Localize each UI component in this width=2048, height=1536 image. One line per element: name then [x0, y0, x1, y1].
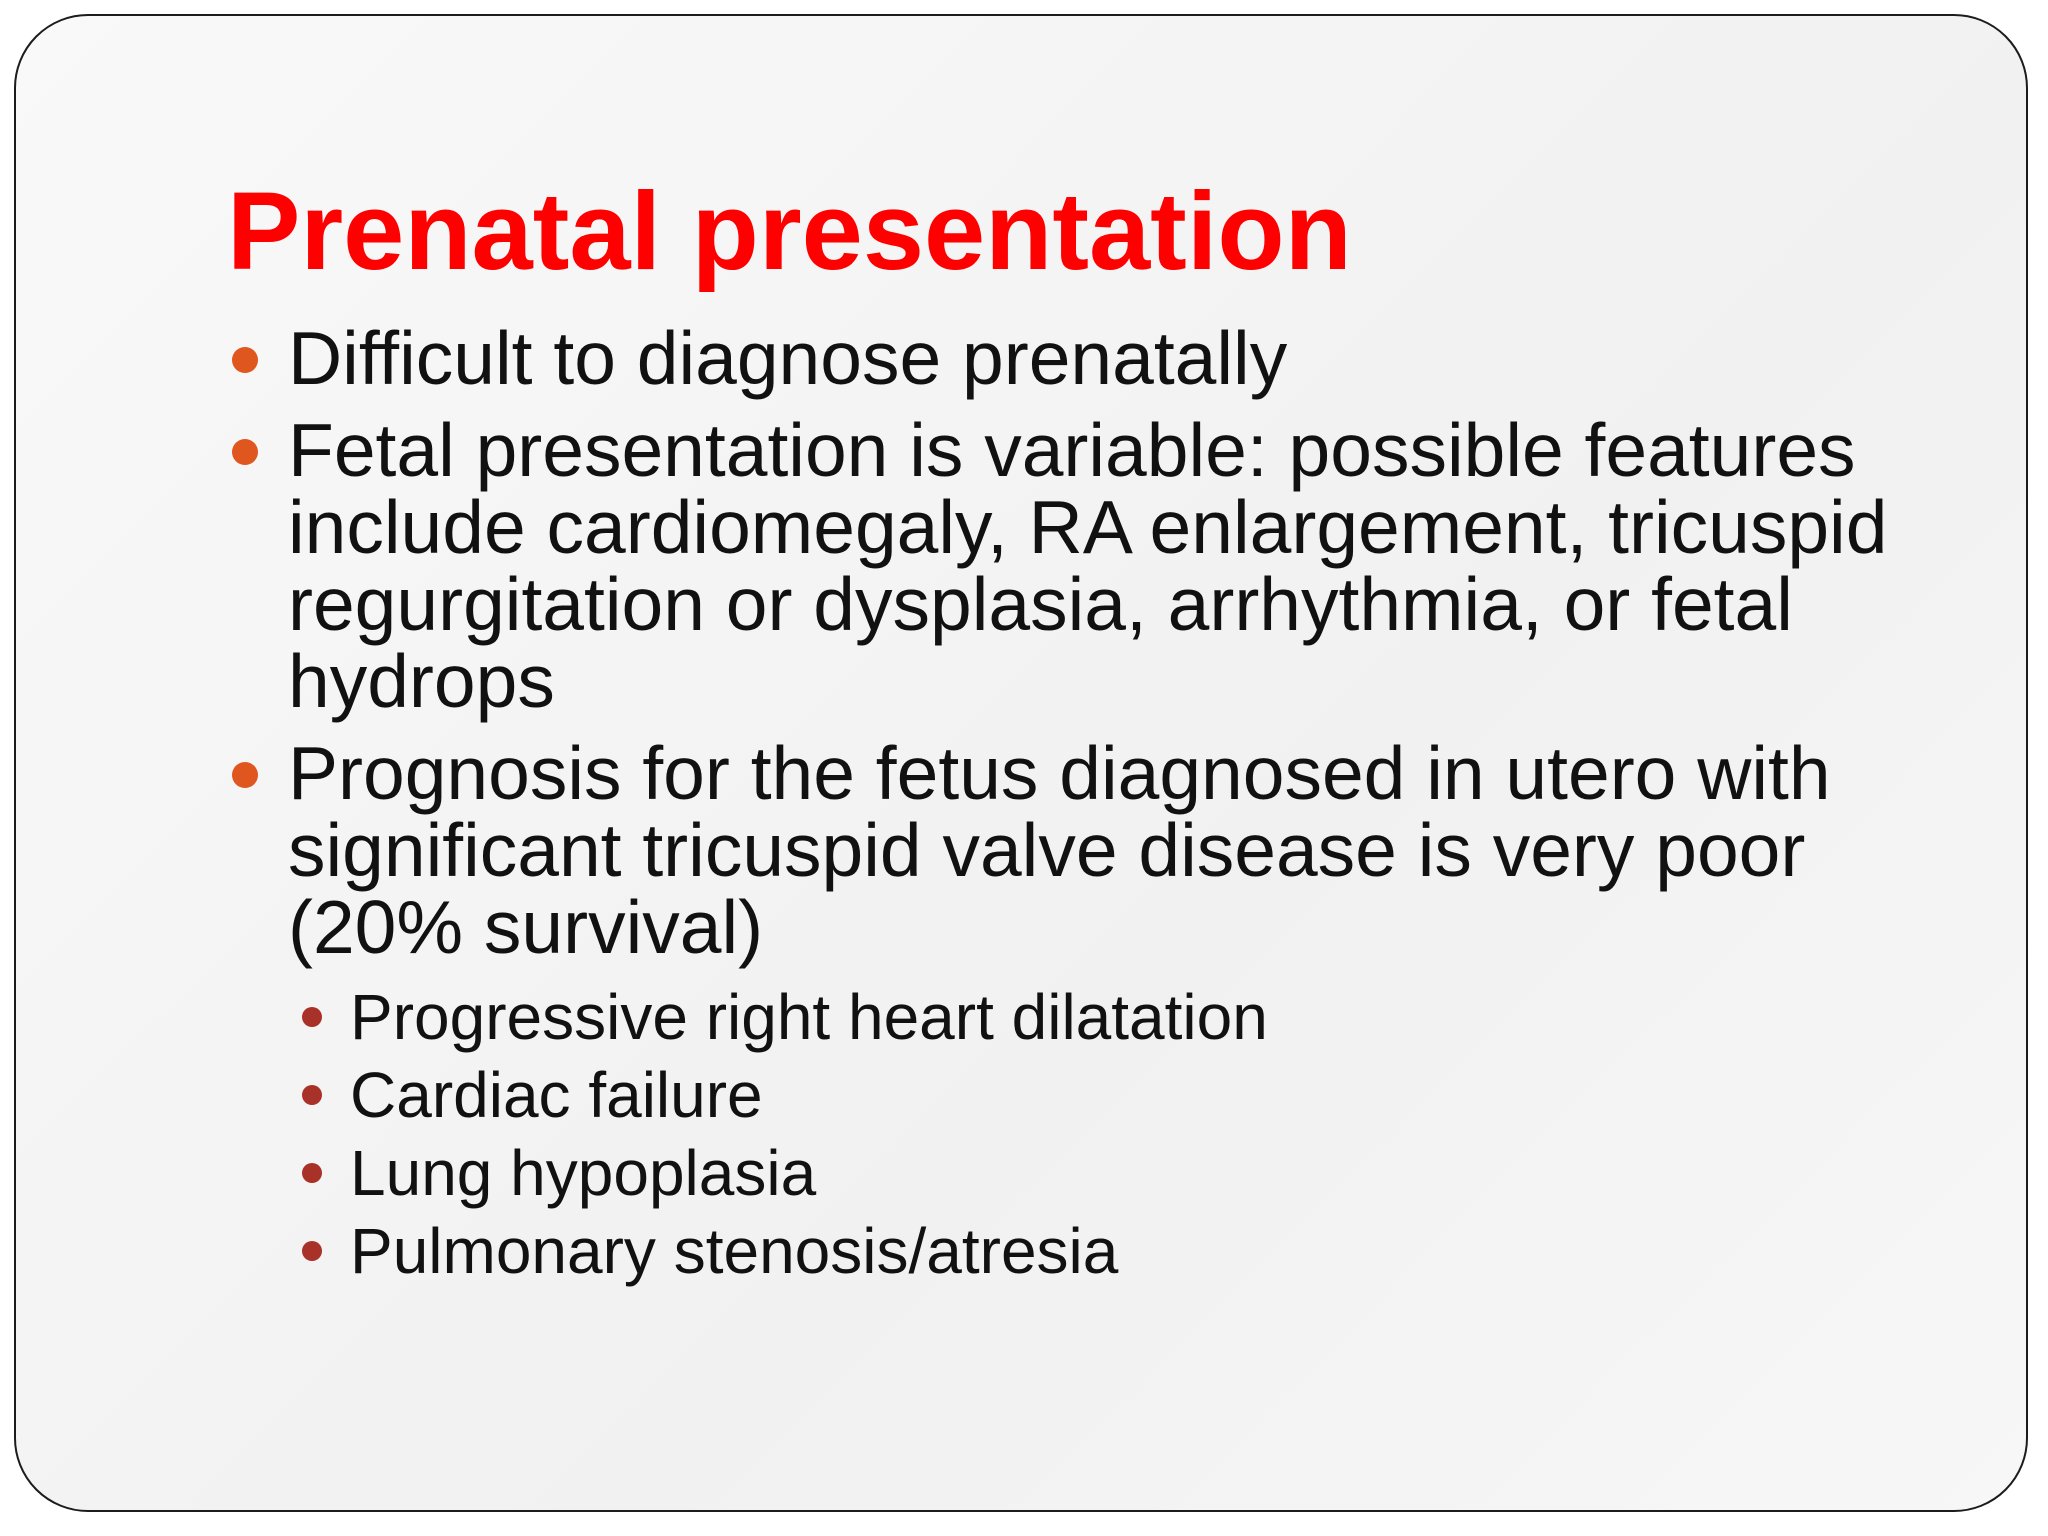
sub-bullet-item — [350, 1134, 1908, 1212]
slide-content — [288, 316, 1908, 1305]
bullet-item — [288, 316, 1908, 400]
sub-bullet-dot-icon — [302, 1241, 322, 1261]
bullet-item — [288, 731, 1908, 1290]
bullet-text: Difficult to diagnose prenatally — [288, 316, 1288, 400]
sub-bullet-text: Pulmonary stenosis/atresia — [350, 1215, 1119, 1287]
sub-bullet-item — [350, 1212, 1908, 1290]
sub-bullet-dot-icon — [302, 1163, 322, 1183]
sub-bullet-list — [288, 978, 1908, 1290]
sub-bullet-item — [350, 978, 1908, 1056]
bullet-text: Fetal presentation is variable: possible features include cardiomegaly, RA enlargement, tricuspid regurgitation or dysplasia, arrhythmia, or fetal hydrops — [288, 408, 1888, 723]
sub-bullet-dot-icon — [302, 1007, 322, 1027]
bullet-dot-icon — [232, 439, 258, 465]
sub-bullet-text: Cardiac failure — [350, 1059, 763, 1131]
bullet-dot-icon — [232, 347, 258, 373]
sub-bullet-dot-icon — [302, 1085, 322, 1105]
sub-bullet-text: Progressive right heart dilatation — [350, 981, 1268, 1053]
bullet-dot-icon — [232, 762, 258, 788]
sub-bullet-item — [350, 1056, 1908, 1134]
bullet-item — [288, 408, 1908, 723]
slide-title: Prenatal presentation — [227, 170, 1352, 293]
sub-bullet-text: Lung hypoplasia — [350, 1137, 817, 1209]
bullet-text: Prognosis for the fetus diagnosed in utero with significant tricuspid valve disease is very poor (20% survival) — [288, 731, 1831, 969]
bullet-list — [288, 316, 1908, 1290]
